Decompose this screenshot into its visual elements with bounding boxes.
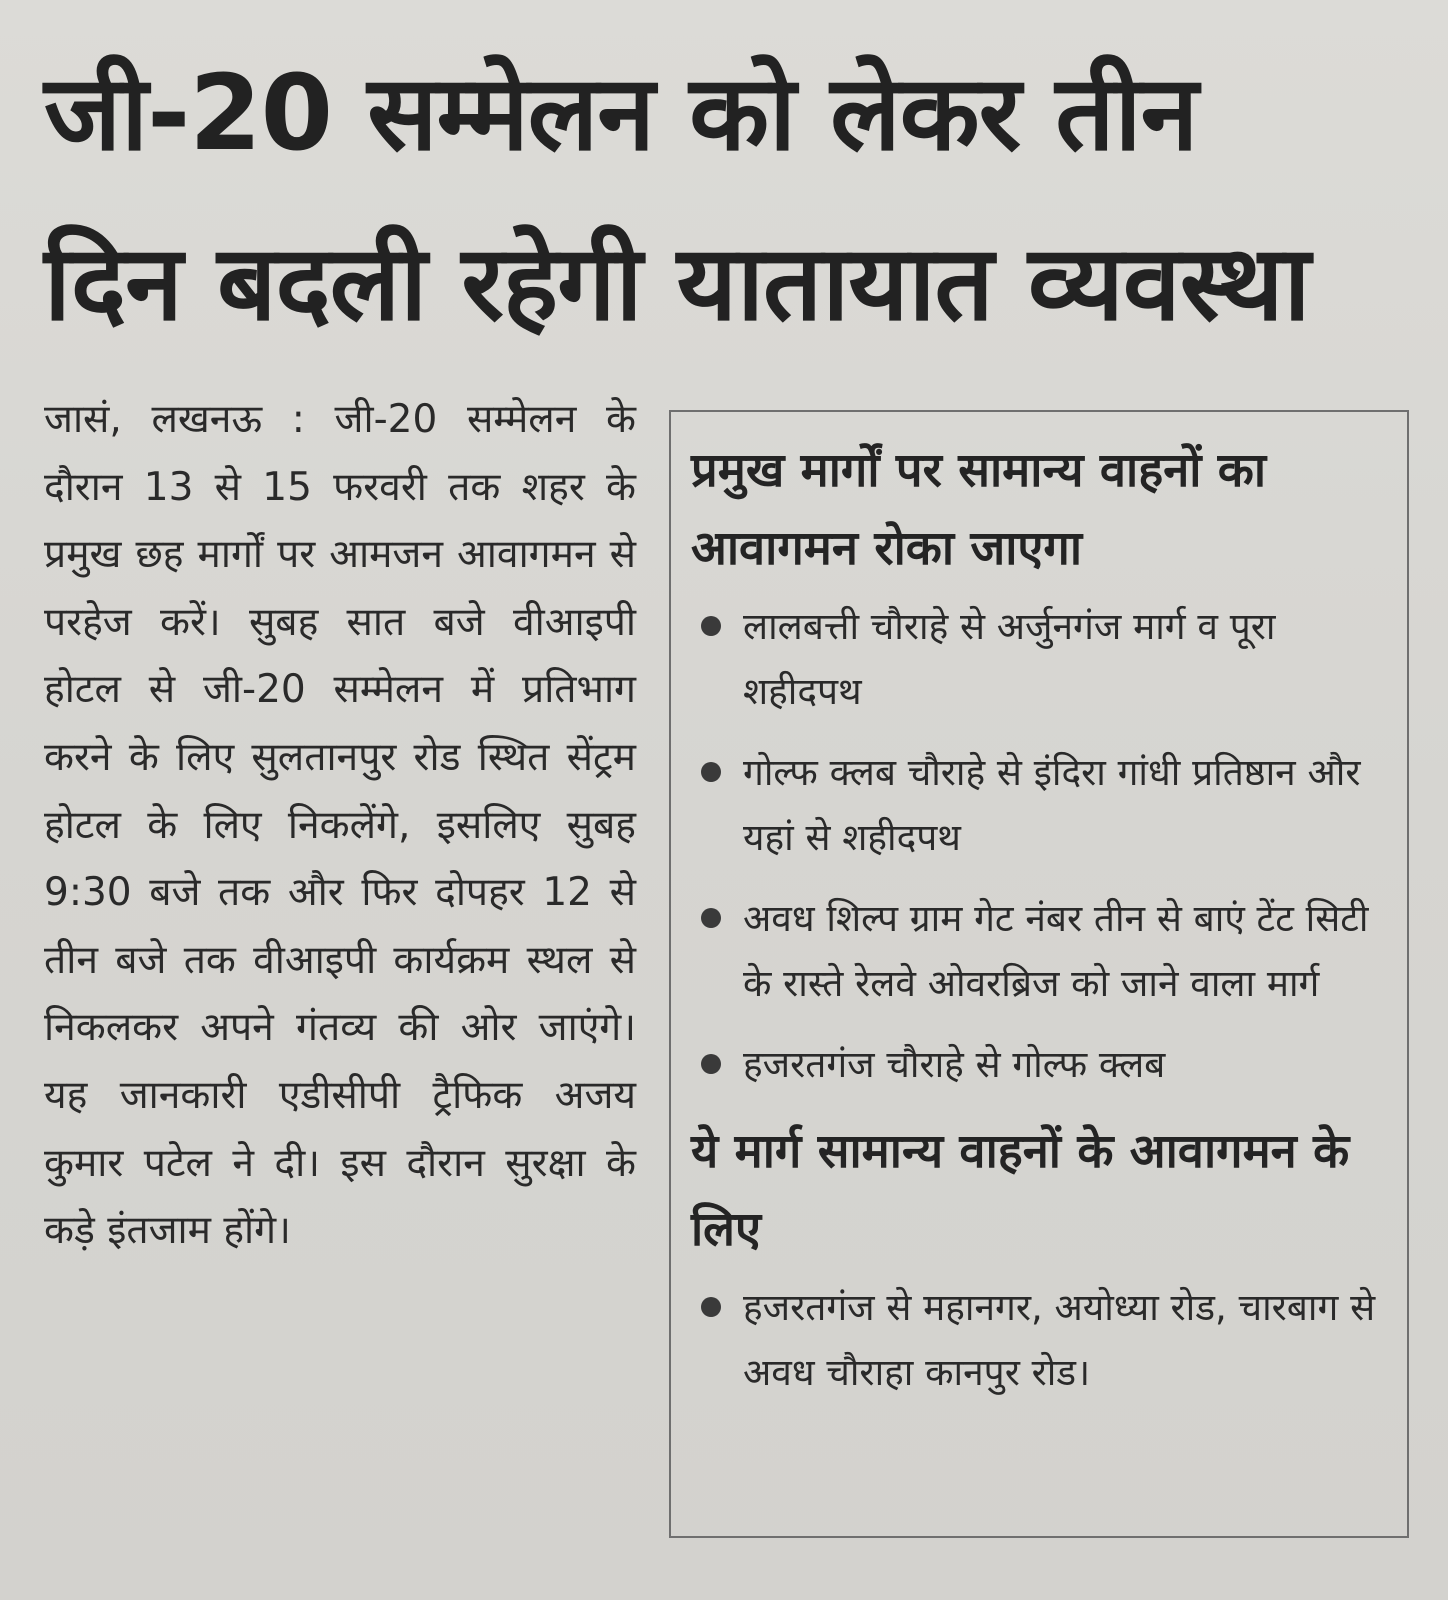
sidebar-box [669, 410, 1409, 1538]
list-item-text: हजरतगंज से महानगर, अयोध्या रोड, चारबाग से अवध चौराहा कानपुर रोड। [743, 1286, 1376, 1394]
list-item [691, 886, 1387, 1016]
list-item-text: हजरतगंज चौराहे से गोल्फ क्लब [743, 1043, 1166, 1086]
bullet-icon [701, 1054, 721, 1074]
bullet-icon [701, 762, 721, 782]
article-body: जासं, लखनऊ : जी-20 सम्मेलन के दौरान 13 से 15 फरवरी तक शहर के प्रमुख छह मार्गों पर आमजन आवागमन से परहेज करें। सुबह सात बजे वीआइपी होटल से जी-20 सम्मेलन में प्रतिभाग करने के लिए सुलतानपुर रोड स्थित सेंट्रम होटल के लिए निकलेंगे, इसलिए सुबह 9:30 बजे तक और फिर दोपहर 12 से तीन बजे तक वीआइपी कार्यक्रम स्थल से निकलकर अपने गंतव्य की ओर जाएंगे। यह जानकारी एडीसीपी ट्रैफिक अजय कुमार पटेल ने दी। इस दौरान सुरक्षा के कड़े इंतजाम होंगे। [44, 397, 636, 1254]
box-heading-restricted: प्रमुख मार्गों पर सामान्य वाहनों का आवागमन रोका जाएगा [691, 443, 1267, 576]
headline-line-1: जी-20 सम्मेलन को लेकर तीन [44, 52, 1198, 174]
list-item [691, 1032, 1387, 1097]
restricted-routes-list [691, 594, 1387, 1097]
list-item [691, 740, 1387, 870]
list-item-text: लालबत्ती चौराहे से अर्जुनगंज मार्ग व पूरा शहीदपथ [743, 605, 1276, 713]
bullet-icon [701, 908, 721, 928]
list-item-text: अवध शिल्प ग्राम गेट नंबर तीन से बाएं टेंट सिटी के रास्ते रेलवे ओवरब्रिज को जाने वाला मार्ग [743, 897, 1369, 1005]
bullet-icon [701, 1297, 721, 1317]
box-heading-routes: ये मार्ग सामान्य वाहनों के आवागमन के लिए [691, 1124, 1350, 1257]
list-item [691, 1275, 1387, 1405]
list-item-text: गोल्फ क्लब चौराहे से इंदिरा गांधी प्रतिष्ठान और यहां से शहीदपथ [743, 751, 1361, 859]
headline [44, 28, 1414, 368]
bullet-icon [701, 616, 721, 636]
headline-line-2: दिन बदली रहेगी यातायात व्यवस्था [44, 222, 1310, 344]
list-item [691, 594, 1387, 724]
open-routes-list [691, 1275, 1387, 1405]
